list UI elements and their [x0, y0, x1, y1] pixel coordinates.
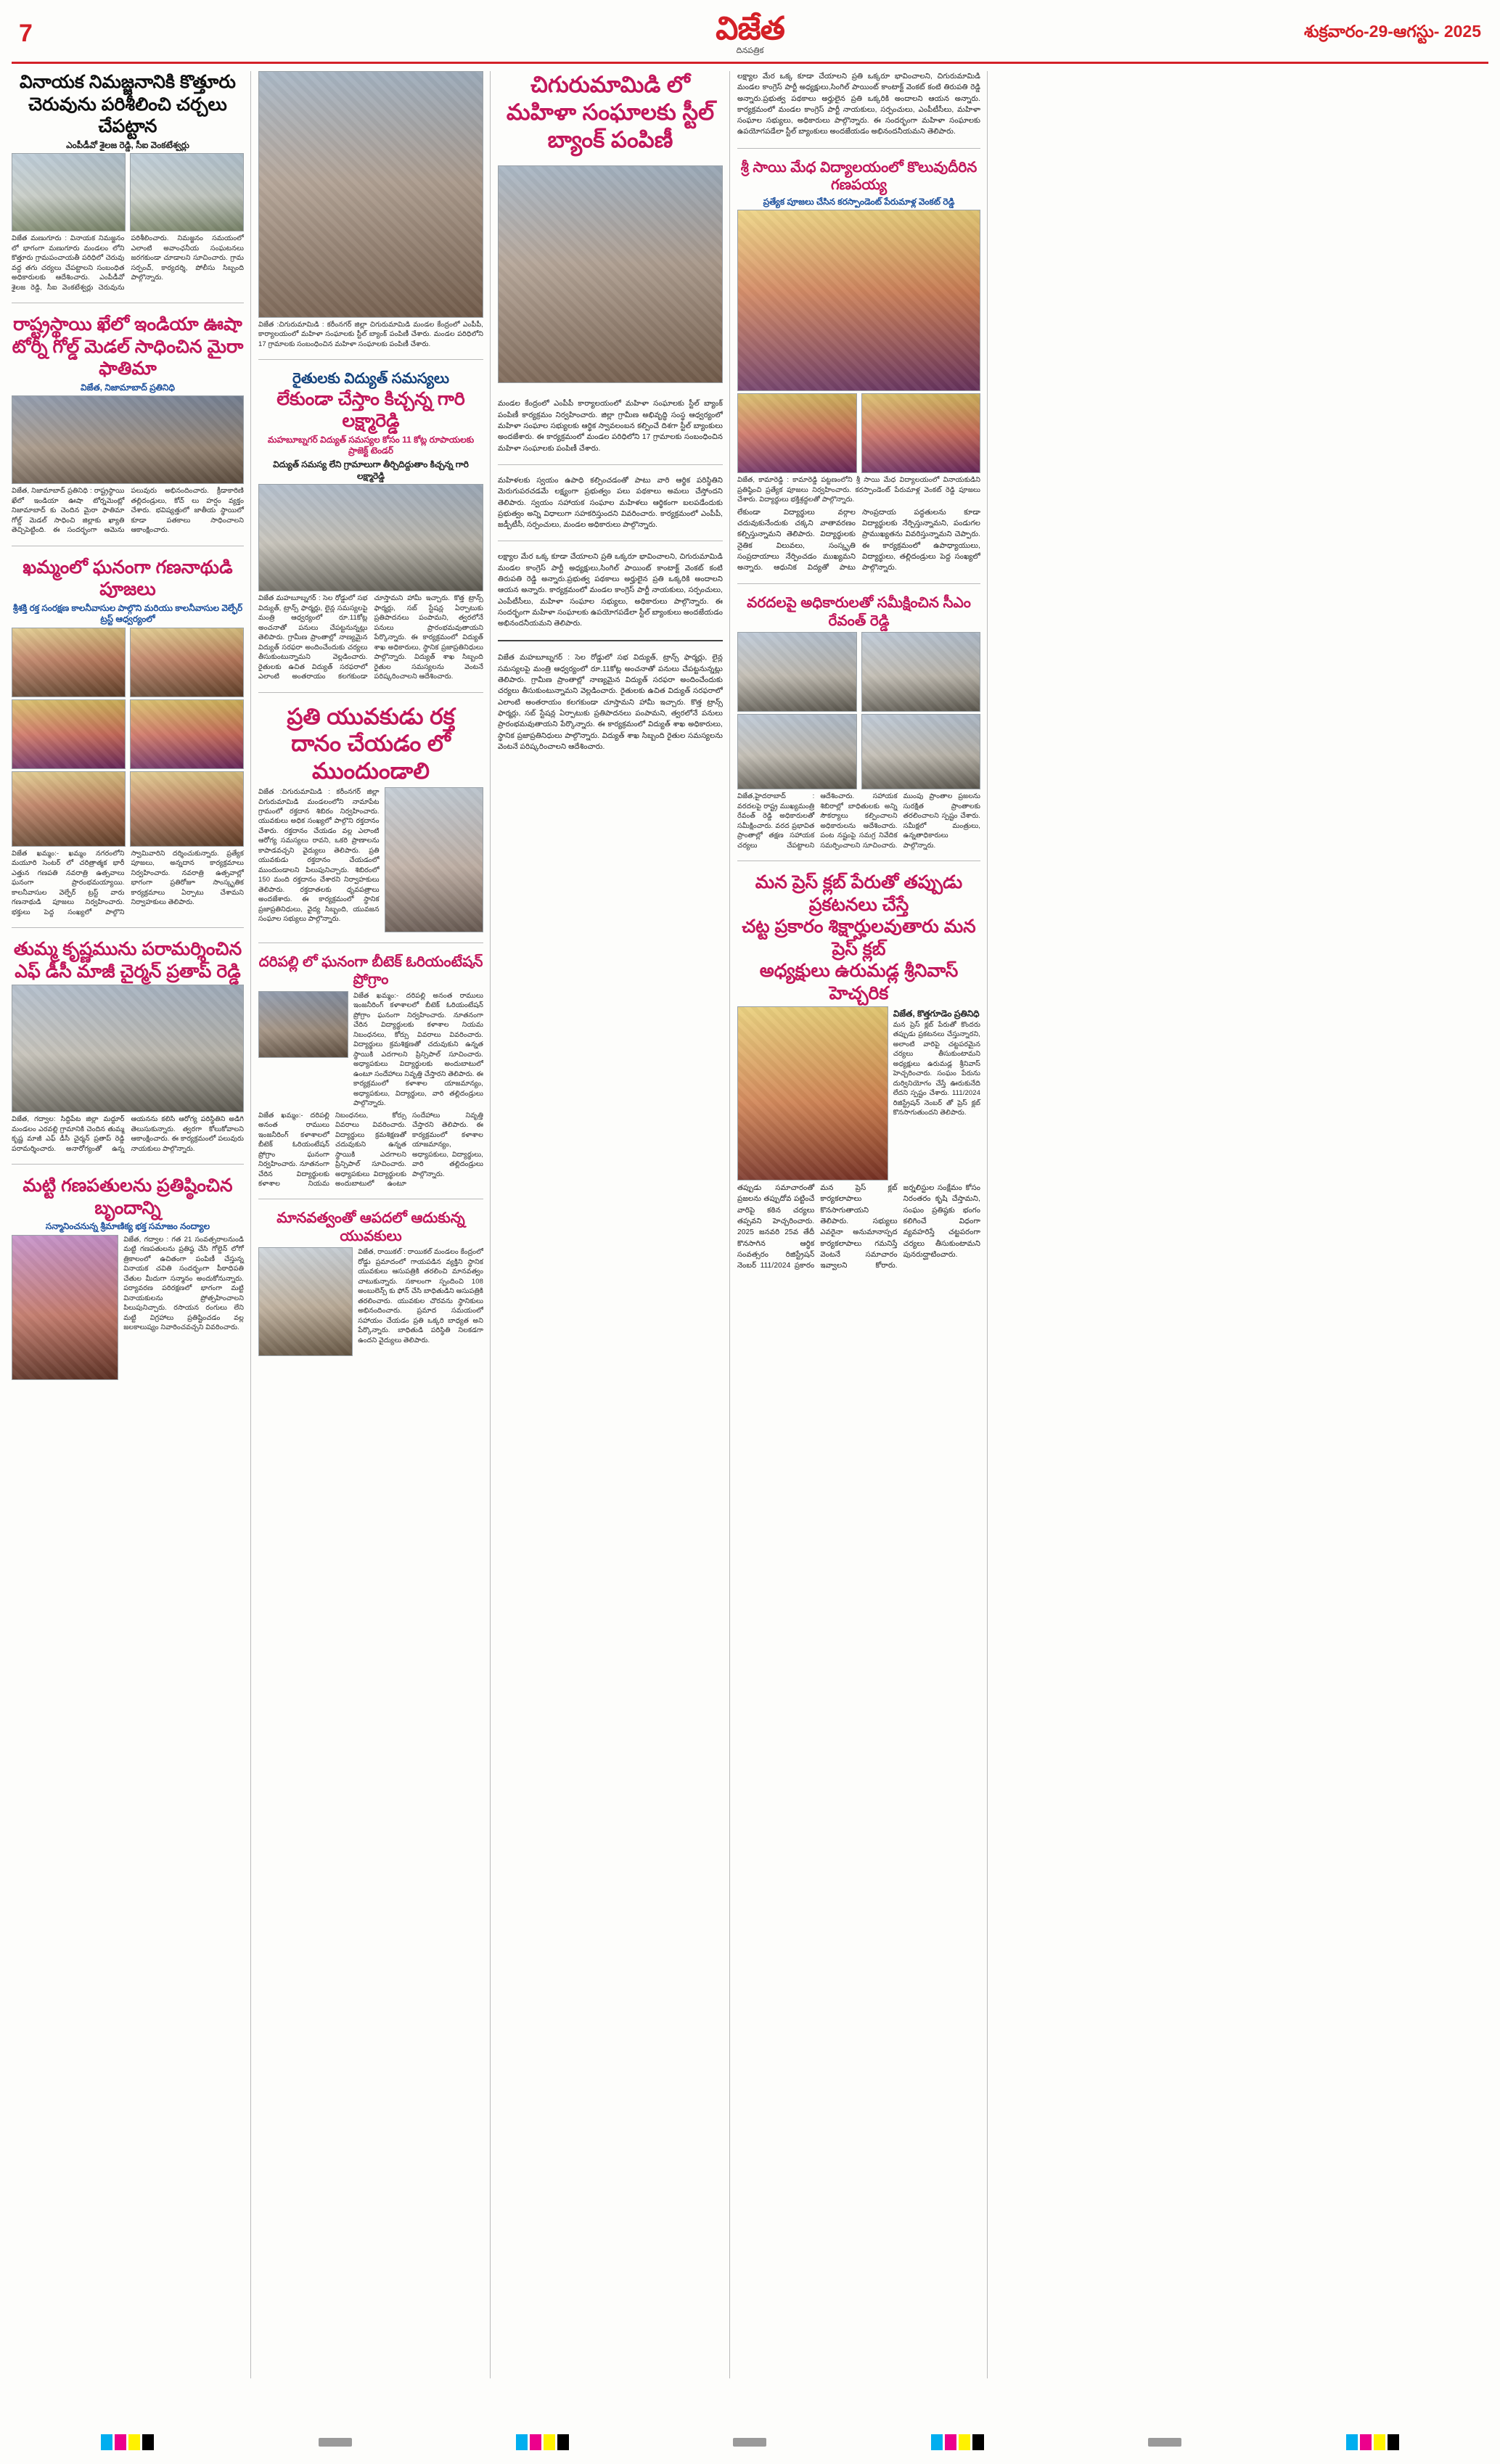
article-headline-line1: రైతులకు విద్యుత్ సమస్యలు: [292, 371, 450, 387]
photo-review-meeting-2: [861, 632, 981, 712]
article-caption: విజేత, గద్వాల : గత 21 సంవత్సరాలనుండి మట్టి గణపతులను ప్రతిష్ఠ చేసి గోల్డెన్ లోగో త్రికాలంలో ఉచితంగా పంపిణీ చేస్తున్న వినాయక చవితి సందర్భంగా పీఠాధిపతి చేతుల మీదుగా సన్మానం అందుకోనున్నారు. పర్యావరణ పరిరక్షణలో భాగంగా మట్టి వినాయకులను ప్రోత్సహించాలని పిలుపునిచ్చారు. రసాయన రంగులు లేని మట్టి విగ్రహాలు ప్రతిష్టించడం వల్ల జలకాలుష్యం నివారించవచ్చని వివరించారు.: [123, 1235, 244, 1331]
article-btech-orientation: [258, 953, 483, 1188]
column-2: [258, 71, 491, 2378]
article-clay-ganapathi: [12, 1175, 244, 1380]
lead-headline: చిగురుమామిడి లో మహిళా సంఘాలకు స్టీల్ బ్యాంక్ పంపిణీ: [506, 72, 715, 152]
photo-row: [12, 153, 244, 231]
article-headline: వరదలపై అధికారులతో సమీక్షించిన సీఎం రేవంత్ రెడ్డి: [747, 595, 971, 629]
swatch-black: [557, 2434, 569, 2450]
article-headline-line1: మన ప్రెస్ క్లబ్ పేరుతో తప్పుడు ప్రకటనలు చేస్తే: [755, 872, 963, 915]
article-headline-line3: అధ్యక్షులు ఉరుమడ్ల శ్రీనివాస్ హెచ్చరిక: [759, 961, 959, 1003]
article-subhead: విజేత, నిజామాబాద్ ప్రతినిధి: [81, 382, 175, 393]
photo-row: [12, 771, 244, 847]
photo-college-event: [258, 991, 348, 1058]
page-number: 7: [19, 20, 33, 47]
swatch-black: [972, 2434, 984, 2450]
article-subhead: ఎంపీడీవో శైలజ రెడ్డి, సీఐ వెంకటేశ్వర్లు: [66, 139, 189, 150]
article-body-bottom: తప్పుడు సమాచారంతో ప్రజలను తప్పుదోవ పట్టించే వారిపై కఠిన చర్యలు తప్పవని హెచ్చరించారు. 2025 జనవరి 25వ తేదీ కొనసాగిన ఆర్థిక సంవత్సరం రిజిస్ట్రేషన్ నెంబర్ 111/2024 ప్రకారం మన ప్రెస్ క్లబ్ కార్యకలాపాలు కొనసాగుతాయని తెలిపారు. సభ్యులు ఎవరైనా అనుమానాస్పద కార్యకలాపాలు గమనిస్తే వెంటనే సమాచారం ఇవ్వాలని కోరారు. జర్నలిస్టుల సంక్షేమం కోసం నిరంతరం కృషి చేస్తామని, సంఘం ప్రతిష్ఠకు భంగం కలిగించే విధంగా వ్యవహరిస్తే చట్టపరంగా చర్యలు తీసుకుంటామని పునరుద్ఘాటించారు.: [737, 1184, 980, 1270]
swatch-yellow: [544, 2434, 555, 2450]
swatch-cyan: [101, 2434, 112, 2450]
article-blood-donation: [258, 703, 483, 932]
article-caption: విజేత మహబూబ్నగర్ : సెల రోడ్డులో సభ విద్యుత్, ట్రాన్స్ ఫార్మర్లు, లైన్ల సమస్యలపై మంత్రి ఆధ్వర్యంలో రూ.11కోట్ల అంచనాతో పనులు చేపట్టనున్నట్లు తెలిపారు. గ్రామీణ ప్రాంతాల్లో నాణ్యమైన విద్యుత్ సరఫరా అందించేందుకు చర్యలు తీసుకుంటున్నామని వెల్లడించారు. రైతులకు ఉచిత విద్యుత్ సరఫరాలో ఎలాంటి అంతరాయం కలగకుండా చూస్తామని హామీ ఇచ్చారు. కొత్త ట్రాన్స్ ఫార్మర్లు, సబ్ స్టేషన్ల ఏర్పాటుకు ప్రతిపాదనలు పంపామని, త్వరలోనే పనులు ప్రారంభమవుతాయని పేర్కొన్నారు. ఈ కార్యక్రమంలో విద్యుత్ శాఖ అధికారులు, స్థానిక ప్రజాప్రతినిధులు పాల్గొన్నారు. విద్యుత్ శాఖ సిబ్బంది రైతుల సమస్యలను వెంటనే పరిష్కరించాలని ఆదేశించారు.: [258, 594, 483, 681]
swatch-magenta: [115, 2434, 126, 2450]
swatch-black: [1388, 2434, 1399, 2450]
photo-puja-2: [130, 628, 244, 697]
photo-review-meeting-1: [737, 632, 857, 712]
photo-review-meeting-3: [737, 714, 857, 789]
swatch-cyan: [516, 2434, 528, 2450]
article-caption: విజేత, గద్వాల: సిద్దిపేట జిల్లా మద్దూర్ మండలం ఎరవల్లి గ్రామానికి చెందిన తుమ్మ కృష్ణ మాజీ ఎఫ్ డీసీ చైర్మన్ ప్రతాప్ రెడ్డి పరామర్శించారు. అనారోగ్యంతో ఉన్న ఆయనను కలిసి ఆరోగ్య పరిస్థితిని అడిగి తెలుసుకున్నారు. త్వరగా కోలుకోవాలని ఆకాంక్షించారు. ఈ కార్యక్రమంలో పలువురు నాయకులు పాల్గొన్నారు.: [12, 1115, 244, 1153]
issue-date: శుక్రవారం-29-ఆగస్టు- 2025: [1303, 22, 1481, 41]
photo-row: [737, 632, 980, 712]
photo-lead-event: [498, 165, 723, 383]
column-4: [737, 71, 988, 2378]
article-sai-medha-school: [737, 159, 980, 574]
article-caption: విజేత మణుగూరు : వినాయక నిమజ్జనం లో భాగంగా మణుగూరు మండలం లోని కొత్తూరు గ్రామపంచాయతీ పరిధిలో చెరువు వద్ద తగు చర్యలు చేపట్టాలని సంబంధిత అధికారులకు ఆదేశించారు. ఎంపీడీవో శైలజ రెడ్డి, సీఐ వెంకటేశ్వర్లు చెరువును పరిశీలించారు. నిమజ్జనం సమయంలో ఎలాంటి అవాంఛనీయ సంఘటనలు జరగకుండా చూడాలని సూచించారు. గ్రామ సర్పంచ్, కార్యదర్శి, పోలీసు సిబ్బంది పాల్గొన్నారు.: [12, 234, 244, 292]
photo-row: [737, 393, 980, 473]
article-headline-line2: ఎఫ్ డీసీ మాజీ చైర్మన్ ప్రతాప్ రెడ్డి: [15, 961, 241, 982]
lead-caption: విజేత :చిగురుమామిడి : కరీంనగర్ జిల్లా చిగురుమామిడి మండల కేంద్రంలో ఎంపీపీ, కార్యాలయంలో మహిళా సంఘాలకు స్టీల్ బ్యాంక్ పంపిణీ చేశారు. మండల పరిధిలోని 17 గ్రామాలకు సంబంధించిన మహిళా సంఘాలకు పంపిణీ చేశారు.: [258, 321, 483, 348]
article-body: లేకుండా విద్యార్థులు వర్గాల చదువుకునేందుకు చక్కని వాతావరణం కల్పిస్తున్నామని తెలిపారు. విద్యార్థులకు నైతిక విలువలు, సంస్కృతి సంప్రదాయాలు నేర్పించడం ముఖ్యమని అన్నారు. ఆధునిక విద్యతో పాటు సాంప్రదాయ పద్ధతులను కూడా విద్యార్థులకు నేర్పిస్తున్నామని, పండుగల ప్రాముఖ్యతను వివరిస్తున్నామని చెప్పారు. ఈ కార్యక్రమంలో ఉపాధ్యాయులు, విద్యార్థులు, తల్లిదండ్రులు పెద్ద సంఖ్యలో పాల్గొన్నారు.: [737, 508, 980, 572]
article-headline-line2: దానం చేయడం లో ముందుండాలి: [291, 731, 451, 784]
registration-bar-2: [733, 2438, 766, 2447]
photo-press-club-event: [737, 1006, 888, 1180]
article-caption: విజేత, కామారెడ్డి : కామారెడ్డి పట్టణంలోని శ్రీ సాయి మేధ విద్యాలయంలో వినాయకుడిని ప్రతిష్ఠించి ప్రత్యేక పూజలు నిర్వహించారు. కరస్పాండెంట్ పేరుమాళ్ల వెంకట్ రెడ్డి పూజలు చేశారు. విద్యార్థులు భక్తిశ్రద్ధలతో పాల్గొన్నారు.: [737, 476, 980, 504]
article-caption: విజేత, నిజామాబాద్ ప్రతినిధి : రాష్ట్రస్థాయి ఖేలో ఇండియా ఊషా టోర్నమెంట్లో నిజామాబాద్ కు చెందిన మైరా ఫాతిమా గోల్డ్ మెడల్ సాధించి జిల్లాకు ఖ్యాతి తెచ్చిపెట్టింది. ఈ సందర్భంగా ఆమెను పలువురు అభినందించారు. క్రీడాకారిణి తల్లిదండ్రులు, కోచ్ లు హర్షం వ్యక్తం చేశారు. భవిష్యత్తులో జాతీయ స్థాయిలో కూడా పతకాలు సాధించాలని ఆకాంక్షించారు.: [12, 487, 244, 535]
photo-award-ceremony: [12, 395, 244, 484]
photo-puja-5: [12, 771, 126, 847]
article-caption-lead: విజేత ఖమ్మం:- దరిపల్లి అనంత రాములు ఇంజనీరింగ్ కళాశాలలో బీటెక్ ఓరియంటేషన్ ప్రోగ్రాం ఘనంగా నిర్వహించారు. నూతనంగా చేరిన విద్యార్థులకు కళాశాల నియమ నిబంధనలు, కోర్సు వివరాలు వివరించారు. విద్యార్థులు క్రమశిక్షణతో చదువుకుని ఉన్నత స్థాయికి ఎదగాలని ప్రిన్సిపాల్ సూచించారు. అధ్యాపకులు విద్యార్థులకు అందుబాటులో ఉంటూ సందేహాలు నివృత్తి చేస్తారని తెలిపారు. ఈ కార్యక్రమంలో కళాశాల యాజమాన్యం, అధ్యాపకులు, విద్యార్థులు, వారి తల్లిదండ్రులు పాల్గొన్నారు.: [353, 991, 483, 1108]
photo-puja-6: [130, 771, 244, 847]
color-bar-group-3: [931, 2434, 984, 2450]
photo-puja-1: [12, 628, 126, 697]
page-columns: [12, 71, 1488, 2378]
column3-continuation: విజేత మహబూబ్నగర్ : సెల రోడ్డులో సభ విద్యుత్, ట్రాన్స్ ఫార్మర్లు, లైన్ల సమస్యలపై మంత్రి ఆధ్వర్యంలో రూ.11కోట్ల అంచనాతో పనులు చేపట్టనున్నట్లు తెలిపారు. గ్రామీణ ప్రాంతాల్లో నాణ్యమైన విద్యుత్ సరఫరా అందించేందుకు చర్యలు తీసుకుంటున్నామని వెల్లడించారు. రైతులకు ఉచిత విద్యుత్ సరఫరాలో ఎలాంటి అంతరాయం కలగకుండా చూస్తామని హామీ ఇచ్చారు. కొత్త ట్రాన్స్ ఫార్మర్లు, సబ్ స్టేషన్ల ఏర్పాటుకు ప్రతిపాదనలు పంపామని, త్వరలోనే పనులు ప్రారంభమవుతాయని పేర్కొన్నారు. ఈ కార్యక్రమంలో విద్యుత్ శాఖ అధికారులు, స్థానిక ప్రజాప్రతినిధులు పాల్గొన్నారు. విద్యుత్ శాఖ సిబ్బంది రైతుల సమస్యలను వెంటనే పరిష్కరించాలని ఆదేశించారు.: [498, 654, 723, 751]
color-bar-group-1: [101, 2434, 154, 2450]
article-press-club-warning: [737, 871, 980, 1271]
registration-bar-1: [319, 2438, 352, 2447]
masthead: [12, 10, 1488, 64]
article-subhead: విజేత, కొత్తగూడెం ప్రతినిధి: [893, 1009, 980, 1019]
article-headline-line2: టోర్నీ గోల్డ్ మెడల్ సాధించిన మైరా ఫాతిమా: [12, 336, 244, 379]
photo-blood-donation: [385, 787, 483, 932]
article-caption: విజేత :చిగురుమామిడి : కరీంనగర్ జిల్లా చిగురుమామిడి మండలంలోని నామాపేట గ్రామంలో రక్తదాన శిబిరం నిర్వహించారు. యువకులు అధిక సంఖ్యలో పాల్గొని రక్తదానం చేశారు. రక్తదానం చేయడం వల్ల ఎలాంటి ఆరోగ్య సమస్యలు రావని, ఒకరి ప్రాణాలను కాపాడవచ్చని వైద్యులు తెలిపారు. ప్రతి యువకుడు రక్తదానం చేయడంలో ముందుండాలని పిలుపునిచ్చారు. శిబిరంలో 150 మంది రక్తదానం చేశారని నిర్వాహకులు తెలిపారు. రక్తదాతలకు ధృవపత్రాలు అందజేశారు. ఈ కార్యక్రమంలో స్థానిక ప్రజాప్రతినిధులు, వైద్య సిబ్బంది, యువజన సంఘాల సభ్యులు పాల్గొన్నారు.: [258, 788, 380, 924]
article-khelo-india: [12, 313, 244, 535]
article-headline: మట్టి గణపతులను ప్రతిష్ఠించిన బృందాన్ని: [22, 1175, 233, 1218]
article-headline-line1: ప్రతి యువకుడు రక్త: [287, 703, 455, 729]
logo-subtitle: దినపత్రిక: [736, 46, 764, 55]
print-color-bars: [0, 2420, 1500, 2464]
article-subhead: ప్రత్యేక పూజలు చేసిన కరస్పాండెంట్ పేరుమాళ్ల వెంకట్ రెడ్డి: [763, 196, 955, 207]
lead-photo-block: [258, 71, 483, 349]
article-subhead-2: విద్యుత్ సమస్య లేని గ్రామాలుగా తీర్చిదిద్దుతాం కిచ్చన్న గారి లక్ష్మారెడ్డి: [273, 459, 469, 481]
article-thumma-krishna: [12, 938, 244, 1154]
article-headline-line2: చెరువును పరిశీలించి చర్చలు చేపట్టాన: [28, 94, 227, 136]
swatch-cyan: [931, 2434, 943, 2450]
photo-steel-bank-distribution: [258, 71, 483, 318]
article-caption-body: విజేత ఖమ్మం:- దరిపల్లి అనంత రాములు ఇంజనీరింగ్ కళాశాలలో బీటెక్ ఓరియంటేషన్ ప్రోగ్రాం ఘనంగా నిర్వహించారు. నూతనంగా చేరిన విద్యార్థులకు కళాశాల నియమ నిబంధనలు, కోర్సు వివరాలు వివరించారు. విద్యార్థులు క్రమశిక్షణతో చదువుకుని ఉన్నత స్థాయికి ఎదగాలని ప్రిన్సిపాల్ సూచించారు. అధ్యాపకులు విద్యార్థులకు అందుబాటులో ఉంటూ సందేహాలు నివృత్తి చేస్తారని తెలిపారు. ఈ కార్యక్రమంలో కళాశాల యాజమాన్యం, అధ్యాపకులు, విద్యార్థులు, వారి తల్లిదండ్రులు పాల్గొన్నారు.: [258, 1111, 483, 1188]
article-headline-line1: వినాయక నిమజ్జనానికి కొత్తూరు: [20, 72, 236, 92]
article-farmers-electricity: [258, 370, 483, 681]
photo-row: [12, 628, 244, 697]
article-headline: మానవత్వంతో ఆపదలో ఆదుకున్న యువకులు: [276, 1210, 465, 1244]
article-subhead-1: మహబూబ్నగర్ విద్యుత్ సమస్యల కోసం 11 కోట్ల రూపాయలకు ప్రాజెక్ట్ టెండర్: [267, 434, 475, 456]
lead-body-mid: మహిళలకు స్వయం ఉపాధి కల్పించడంతో పాటు వారి ఆర్థిక పరిస్థితిని మెరుగుపరచడమే లక్ష్యంగా ప్రభుత్వం పలు పథకాలు అమలు చేస్తోందని తెలిపారు. స్వయం సహాయక సంఘాల మహిళలు ఆర్థికంగా బలపడేందుకు ప్రభుత్వం అన్ని విధాలుగా సహకరిస్తుందని వివరించారు. కార్యక్రమంలో ఎంపీపీ, జడ్పీటీసీ, సర్పంచులు, మండల అధికారులు పాల్గొన్నారు.: [498, 476, 723, 530]
photo-minister-meeting: [258, 484, 483, 591]
lead-body-continued: లక్ష్యాల మేర ఒక్క కూడా చేయాలని ప్రతి ఒక్కరూ భావించాలని, చిగురుమామిడి మండల కాంగ్రెస్ పార్టీ అధ్యక్షులు,సింగిల్ పాయింట్ కాంటాక్ట్ వెంకట్ కంటి తిరుపతి రెడ్డి అన్నారు.ప్రభుత్వ పథకాలు అర్హులైన ప్రతి ఒక్కరికి అందాలని ఆయన అన్నారు. కార్యక్రమంలో మండల కాంగ్రెస్ పార్టీ నాయకులు, సర్పంచులు, ఎంపీటీసీలు, మహిళా సంఘాల సభ్యులు, అధికారులు పాల్గొన్నారు. ఈ సందర్భంగా మహిళా సంఘాలకు ఉపయోగపడేలా స్టీల్ బ్యాంకులు అందజేయడం అభినందనీయమని తెలిపారు.: [737, 73, 980, 136]
article-caption: మన ప్రెస్ క్లబ్ పేరుతో కొందరు తప్పుడు ప్రకటనలు చేస్తున్నారని, అలాంటి వారిపై చట్టపరమైన చర్యలు తీసుకుంటామని అధ్యక్షులు ఉరుమడ్ల శ్రీనివాస్ హెచ్చరించారు. సంఘం పేరును దుర్వినియోగం చేస్తే ఊరుకునేది లేదని స్పష్టం చేశారు. 111/2024 రిజిస్ట్రేషన్ నెంబర్ తో ప్రెస్ క్లబ్ కొనసాగుతుందని తెలిపారు.: [893, 1020, 980, 1117]
article-headline-line1: రాష్ట్రస్థాయి ఖేలో ఇండియా ఊషా: [13, 314, 242, 334]
photo-lake-inspection-1: [12, 153, 126, 231]
swatch-magenta: [530, 2434, 541, 2450]
photo-row: [12, 699, 244, 769]
column-3: [498, 71, 730, 2378]
column-1: [12, 71, 251, 2378]
photo-puja-4: [130, 699, 244, 769]
photo-school-puja-1: [737, 393, 857, 473]
swatch-yellow: [128, 2434, 140, 2450]
article-headline: శ్రీ సాయి మేధ విద్యాలయంలో కొలువుదీరిన గణపయ్య: [740, 159, 978, 194]
photo-school-puja-2: [861, 393, 981, 473]
photo-rescue-scene: [258, 1247, 353, 1356]
color-bar-group-2: [516, 2434, 569, 2450]
photo-puja-3: [12, 699, 126, 769]
article-headline: ఖమ్మంలో ఘనంగా గణనాథుడి పూజలు: [22, 557, 233, 600]
article-headline: దరిపల్లి లో ఘనంగా బీటెక్ ఓరియంటేషన్ ప్రోగ్రాం: [258, 954, 483, 988]
article-subhead: శ్రీశక్తి రక్త సంరక్షణ కాలనీవాసుల పాల్గొని మరియు కాలనీవాసుల వెల్ఫేర్ ట్రస్ట్ ఆధ్వర్యంలో: [12, 602, 243, 625]
article-headline-line2: లేకుండా చేస్తాం కిచ్చన్న గారి లక్ష్మారెడ్డి: [276, 388, 465, 432]
lead-body-right: లక్ష్యాల మేర ఒక్క కూడా చేయాలని ప్రతి ఒక్కరూ భావించాలని, చిగురుమామిడి మండల కాంగ్రెస్ పార్టీ అధ్యక్షులు,సింగిల్ పాయింట్ కాంటాక్ట్ వెంకట్ కంటి తిరుపతి రెడ్డి అన్నారు.ప్రభుత్వ పథకాలు అర్హులైన ప్రతి ఒక్కరికి అందాలని ఆయన అన్నారు. కార్యక్రమంలో మండల కాంగ్రెస్ పార్టీ నాయకులు, సర్పంచులు, ఎంపీటీసీలు, మహిళా సంఘాల సభ్యులు, అధికారులు పాల్గొన్నారు. ఈ సందర్భంగా మహిళా సంఘాలకు ఉపయోగపడేలా స్టీల్ బ్యాంకులు అందజేయడం అభినందనీయమని తెలిపారు.: [498, 553, 723, 628]
article-vinayaka-nimajjanam: [12, 71, 244, 292]
photo-meeting-visit: [12, 985, 244, 1112]
photo-ganesh-idol: [737, 210, 980, 391]
swatch-yellow: [1374, 2434, 1385, 2450]
swatch-cyan: [1346, 2434, 1358, 2450]
article-caption: విజేత ఖమ్మం:- ఖమ్మం నగరంలోని మయూరి సెంటర్ లో చరిత్రాత్మక భారీ ఎత్తున గణపతి నవరాత్రి ఉత్సవాలు ఘనంగా ప్రారంభమయ్యాయి. కాలనీవాసుల వెల్ఫేర్ ట్రస్ట్ వారు గణనాథుడి పూజలు నిర్వహించారు. భక్తులు పెద్ద సంఖ్యలో పాల్గొని స్వామివారిని దర్శించుకున్నారు. ప్రత్యేక పూజలు, అన్నదాన కార్యక్రమాలు నిర్వహించారు. నవరాత్రి ఉత్సవాల్లో భాగంగా ప్రతిరోజూ సాంస్కృతిక కార్యక్రమాలు ఏర్పాటు చేశామని నిర్వాహకులు తెలిపారు.: [12, 849, 244, 916]
swatch-black: [142, 2434, 154, 2450]
article-subhead: సన్మానించనున్న శ్రీమాణిక్య భక్త సమాజం నంద్యాల: [45, 1221, 210, 1232]
article-headline-line2: చట్ట ప్రకారం శిక్షార్హులవుతారు మన ప్రెస్ క్లబ్: [742, 916, 976, 959]
photo-review-meeting-4: [861, 714, 981, 789]
article-headline-line1: తుమ్మ కృష్ణమును పరామర్శించిన: [13, 939, 242, 960]
newspaper-logo: [716, 13, 784, 57]
color-bar-group-4: [1346, 2434, 1399, 2450]
registration-bar-3: [1148, 2438, 1181, 2447]
article-youth-help: [258, 1210, 483, 1356]
swatch-magenta: [1360, 2434, 1372, 2450]
swatch-magenta: [945, 2434, 956, 2450]
article-cm-flood-review: [737, 594, 980, 850]
article-khammam-ganapathi-puja: [12, 557, 244, 918]
article-caption: విజేత, రాయికల్ : రాయికల్ మండలం కేంద్రంలో రోడ్డు ప్రమాదంలో గాయపడిన వ్యక్తిని స్థానిక యువకులు ఆసుపత్రికి తరలించి మానవత్వం చాటుకున్నారు. సకాలంగా స్పందించి 108 అంబులెన్స్ కు ఫోన్ చేసి బాధితుడిని ఆసుపత్రికి తరలించారు. యువకుల చొరవను స్థానికులు అభినందించారు. ప్రమాద సమయంలో సహాయం చేయడం ప్రతి ఒక్కరి బాధ్యత అని పేర్కొన్నారు. బాధితుడి పరిస్థితి నిలకడగా ఉందని వైద్యులు తెలిపారు.: [358, 1248, 483, 1344]
swatch-yellow: [959, 2434, 970, 2450]
photo-row: [737, 714, 980, 789]
photo-swamiji-portrait: [12, 1235, 118, 1380]
logo-text: విజేత: [716, 11, 784, 46]
photo-lake-inspection-2: [130, 153, 244, 231]
lead-body-left: మండల కేంద్రంలో ఎంపీపీ కార్యాలయంలో మహిళా సంఘాలకు స్టీల్ బ్యాంక్ పంపిణీ కార్యక్రమం నిర్వహించారు. జిల్లా గ్రామీణ అభివృద్ధి సంస్థ ఆధ్వర్యంలో మహిళా సంఘాల సభ్యులకు ఆర్థిక స్వావలంబన కల్పించే దిశగా స్టీల్ బ్యాంకులు అందజేశారు. ఈ కార్యక్రమంలో మండల పరిధిలోని 17 గ్రామాలకు సంబంధించిన మహిళా సంఘాలకు పంపిణీ చేశారు.: [498, 400, 723, 453]
article-caption: విజేత,హైదరాబాద్ : వరదలపై రాష్ట్ర ముఖ్యమంత్రి రేవంత్ రెడ్డి అధికారులతో సమీక్షించారు. వరద ప్రభావిత ప్రాంతాల్లో తక్షణ సహాయక చర్యలు చేపట్టాలని ఆదేశించారు. సహాయక శిబిరాల్లో బాధితులకు అన్ని సౌకర్యాలు కల్పించాలని అధికారులను ఆదేశించారు. పంట నష్టంపై సమగ్ర నివేదిక సమర్పించాలని సూచించారు. ముంపు ప్రాంతాల ప్రజలను సురక్షిత ప్రాంతాలకు తరలించాలని స్పష్టం చేశారు. సమీక్షలో మంత్రులు, ఉన్నతాధికారులు పాల్గొన్నారు.: [737, 792, 980, 850]
